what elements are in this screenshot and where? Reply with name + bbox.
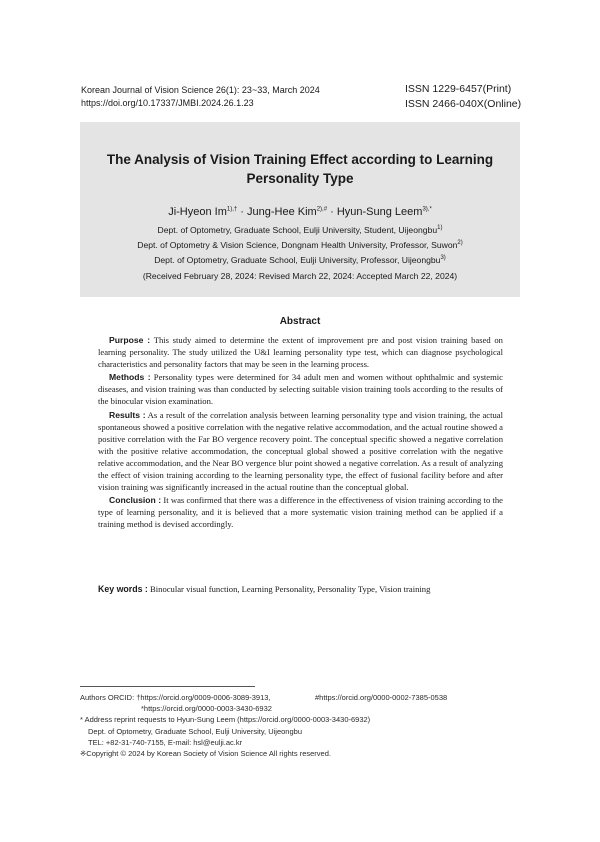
affiliation-list [80,223,520,268]
orcid-link-1[interactable]: †https://orcid.org/0009-0006-3089-3913, [136,693,271,702]
orcid-link-2[interactable]: #https://orcid.org/0000-0002-7385-0538 [315,693,448,702]
author-separator: · [237,206,248,218]
orcid-line [80,692,520,703]
author-separator: · [327,206,337,218]
methods-paragraph [98,371,503,407]
journal-citation [81,84,320,110]
issn-print: ISSN 1229-6457(Print) [405,83,512,95]
doi-line[interactable]: https://doi.org/10.17337/JMBI.2024.26.1.23 [81,98,254,108]
results-paragraph [98,409,503,494]
reprint-request: * Address reprint requests to Hyun-Sung Leem (https://orcid.org/0000-0003-3430-6932) [80,715,371,725]
copyright-notice: ※Copyright © 2024 by Korean Society of Vision Science All rights reserved. [80,749,331,759]
received-dates: (Received February 28, 2024: Revised March 22, 2024: Accepted March 22, 2024) [142,271,458,281]
corresponding-address: Dept. of Optometry, Graduate School, Eulji University, Uijeongbu [88,726,302,736]
conclusion-text: It was confirmed that there was a difference in the effectiveness of vision training according to the type of learning personality, and it is believed that a more systematic vision training method can be applied if a training method is devised accordingly. [98,495,503,530]
affiliation-mark: 1) [437,225,443,232]
results-text: As a result of the correlation analysis between learning personality type and vision training, the actual spontaneous showed a positive correlation with the negative relative accommodation, and the actual routine showed a positive correlation with the Far BO vergence recovery point. The conceptual specific showed a negative correlation with the positive relative accommodation, the conceptual global showed a positive correlation with the negative relative accommodation, and the Near BO vergence blur point showed a negative correlation. As a result of analyzing the effect of vision training according to the learning personality type, the effect of fusional facility before and after vision training was significantly increased in the actual routine than the conceptual global. [98,409,504,493]
issn-online: ISSN 2466-040X(Online) [405,98,522,110]
author-mark: 1),† [226,206,238,213]
title-line-1: The Analysis of Vision Training Effect according to Learning [106,152,494,167]
author-mark: 3),* [422,206,432,213]
footnote-divider [80,686,255,687]
keywords [98,584,508,594]
methods-text: Personality types were determined for 34 adult men and women without ophthalmic and systemic diseases, and vision training was than conducted by selecting suitable vision training tools according to the results of the binocular vision examination. [98,372,503,407]
affiliation-text: Dept. of Optometry & Vision Science, Dongnam Health University, Professor, Suwon [137,240,458,250]
affiliation-mark: 2) [457,240,463,247]
purpose-text: This study aimed to determine the extent of improvement pre and post vision training based on learning personality. The study utilized the U&I learning personality type test, which can diagnose psychological characteristics and personality factors that may be seen in the learning process. [98,335,503,370]
keywords-text: Binocular visual function, Learning Personality, Personality Type, Vision training [150,584,431,594]
results-label: Results : [109,409,146,420]
corresponding-contact: TEL: +82-31-740-7155, E-mail: hsl@eulji.ac.kr [88,737,243,747]
conclusion-label: Conclusion : [109,495,162,506]
title-box [80,122,520,297]
title-line-2: Personality Type [246,171,354,186]
methods-label: Methods : [109,372,151,383]
author-name: Hyun-Sung Leem [336,206,423,218]
paper-title [80,150,520,188]
affiliation [80,238,520,253]
affiliation-text: Dept. of Optometry, Graduate School, Eulji University, Student, Uijeongbu [157,225,438,235]
purpose-paragraph [98,334,503,370]
orcid-line-2 [80,703,520,714]
affiliation-mark: 3) [440,255,446,262]
orcid-link-3[interactable]: *https://orcid.org/0000-0003-3430-6932 [141,704,272,714]
keywords-label: Key words : [98,584,148,594]
purpose-label: Purpose : [109,335,151,345]
conclusion-paragraph [98,494,503,530]
affiliation [80,223,520,238]
footnotes [80,692,520,759]
abstract-body [98,334,503,532]
journal-line: Korean Journal of Vision Science 26(1): 23~33, March 2024 [81,85,320,95]
author-list [80,206,520,218]
author-name: Jung-Hee Kim [247,206,317,218]
affiliation-text: Dept. of Optometry, Graduate School, Eulji University, Professor, Uijeongbu [154,255,441,265]
author-name: Ji-Hyeon Im [168,206,227,218]
author-mark: 2),# [316,206,328,213]
orcid-prefix: Authors ORCID: [80,693,137,702]
abstract-heading: Abstract [279,316,321,327]
affiliation [80,253,520,268]
issn-block [405,82,521,112]
